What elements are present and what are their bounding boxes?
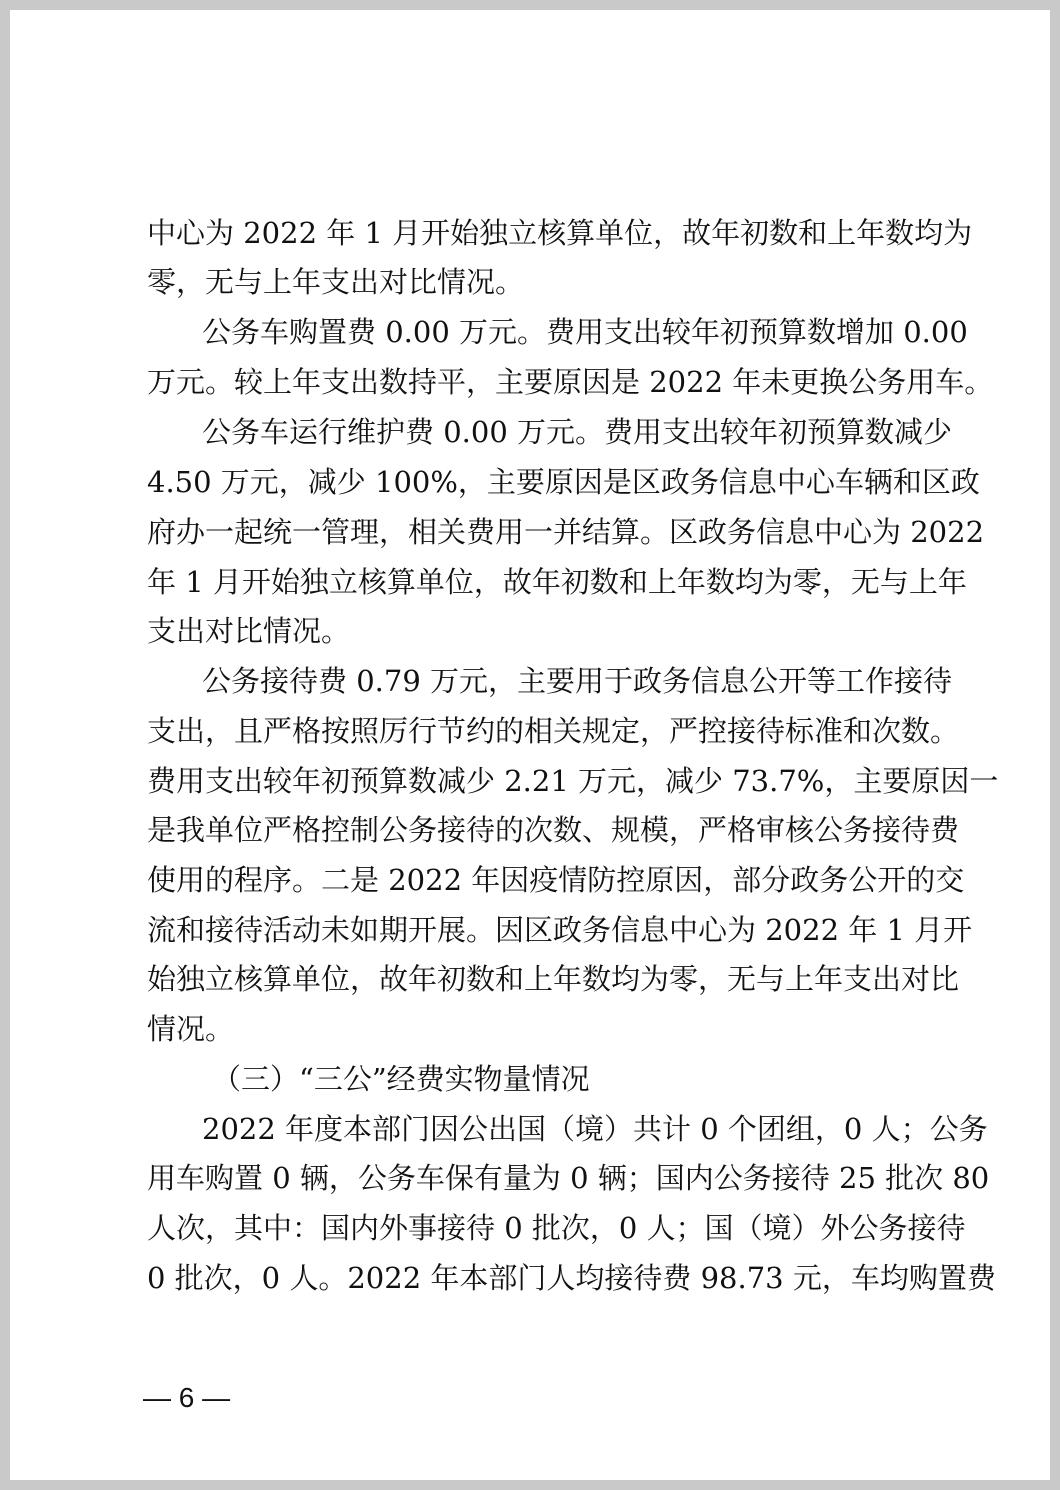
body-text-line: 支出对比情况。	[147, 614, 351, 648]
body-text-line: 始独立核算单位，故年初数和上年数均为零，无与上年支出对比	[147, 962, 960, 996]
document-page	[10, 10, 1050, 1480]
body-text-line: 人次，其中：国内外事接待 0 批次，0 人；国（境）外公务接待	[147, 1211, 966, 1245]
body-text-line: 用车购置 0 辆，公务车保有量为 0 辆；国内公务接待 25 批次 80	[147, 1161, 990, 1195]
body-text-line: 流和接待活动未如期开展。因区政务信息中心为 2022 年 1 月开	[147, 913, 973, 947]
section-heading: （三）“三公”经费实物量情况	[212, 1062, 590, 1096]
body-text-line: 零，无与上年支出对比情况。	[147, 265, 525, 299]
body-text-line: 使用的程序。二是 2022 年因疫情防控原因，部分政务公开的交	[147, 863, 965, 897]
paragraph-line-physical-quantity: 2022 年度本部门因公出国（境）共计 0 个团组，0 人；公务	[202, 1112, 988, 1146]
body-text-line: 年 1 月开始独立核算单位，故年初数和上年数均为零，无与上年	[147, 565, 967, 599]
body-text-line: 府办一起统一管理，相关费用一并结算。区政务信息中心为 2022	[147, 515, 985, 549]
body-text-line: 中心为 2022 年 1 月开始独立核算单位，故年初数和上年数均为	[147, 216, 973, 250]
body-text-line: 情况。	[147, 1012, 235, 1046]
body-text-line: 是我单位严格控制公务接待的次数、规模，严格审核公务接待费	[147, 813, 960, 847]
paragraph-line-reception: 公务接待费 0.79 万元，主要用于政务信息公开等工作接待	[202, 664, 953, 698]
body-text-line: 费用支出较年初预算数减少 2.21 万元，减少 73.7%，主要原因一	[147, 764, 999, 798]
body-text-line: 万元。较上年支出数持平，主要原因是 2022 年未更换公务用车。	[147, 365, 994, 399]
page-number: — 6 —	[143, 1382, 231, 1413]
paragraph-line-vehicle-purchase: 公务车购置费 0.00 万元。费用支出较年初预算数增加 0.00	[202, 315, 968, 349]
body-text-line: 支出，且严格按照厉行节约的相关规定，严控接待标准和次数。	[147, 714, 960, 748]
body-text-line: 4.50 万元，减少 100%，主要原因是区政务信息中心车辆和区政	[147, 465, 980, 499]
paragraph-line-vehicle-maintenance: 公务车运行维护费 0.00 万元。费用支出较年初预算数减少	[202, 415, 953, 449]
body-text-line: 0 批次，0 人。2022 年本部门人均接待费 98.73 元，车均购置费	[147, 1261, 996, 1295]
